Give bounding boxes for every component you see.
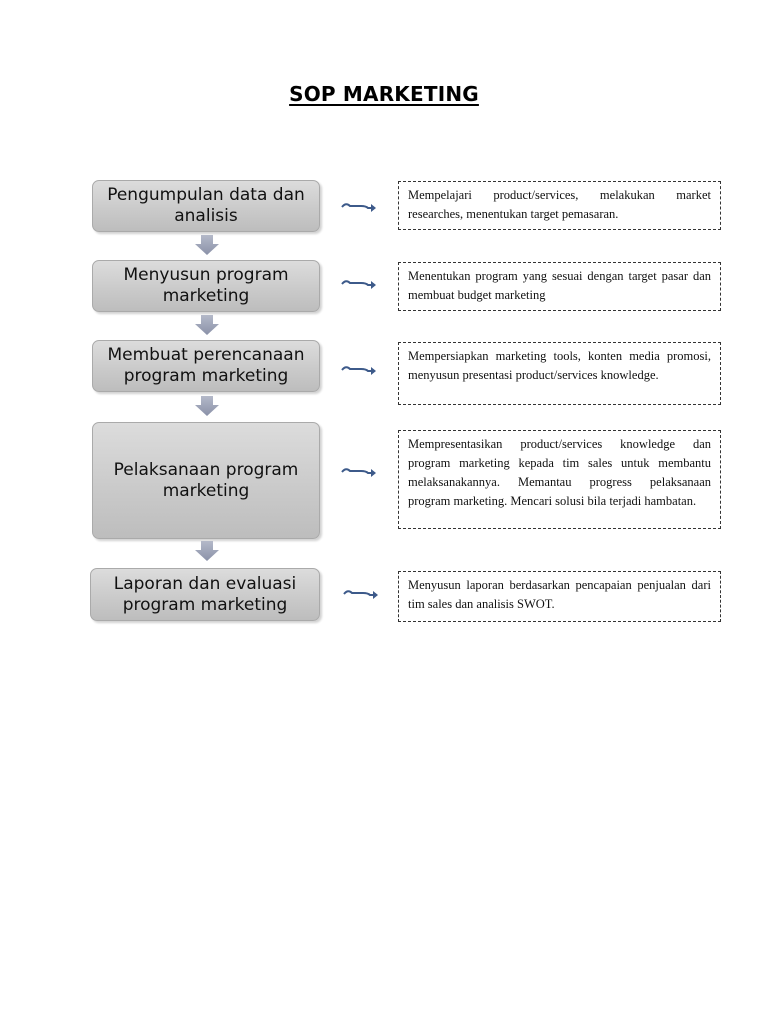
step-box-planning: Membuat perencanaan program marketing [92,340,320,392]
description-box-data-collection: Mempelajari product/services, melakukan market researches, menentukan target pemasaran. [398,181,721,230]
connector-arrow-icon [343,586,379,600]
description-box-planning: Mempersiapkan marketing tools, konten media promosi, menyusun presentasi product/services knowledge. [398,342,721,405]
connector-arrow-icon [341,362,377,376]
step-box-program-design: Menyusun program marketing [92,260,320,312]
page-title: SOP MARKETING [289,82,479,106]
description-box-reporting: Menyusun laporan berdasarkan pencapaian penjualan dari tim sales dan analisis SWOT. [398,571,721,622]
down-arrow-icon [195,396,219,416]
step-box-data-collection: Pengumpulan data dan analisis [92,180,320,232]
description-box-program-design: Menentukan program yang sesuai dengan target pasar dan membuat budget marketing [398,262,721,311]
step-box-execution: Pelaksanaan program marketing [92,422,320,539]
description-box-execution: Mempresentasikan product/services knowledge dan program marketing kepada tim sales untuk membantu melaksanakannya. Memantau progress pelaksanaan program marketing. Mencari solusi bila terjadi hambatan. [398,430,721,529]
down-arrow-icon [195,315,219,335]
step-box-reporting: Laporan dan evaluasi program marketing [90,568,320,621]
connector-arrow-icon [341,276,377,290]
connector-arrow-icon [341,464,377,478]
down-arrow-icon [195,541,219,561]
connector-arrow-icon [341,199,377,213]
down-arrow-icon [195,235,219,255]
